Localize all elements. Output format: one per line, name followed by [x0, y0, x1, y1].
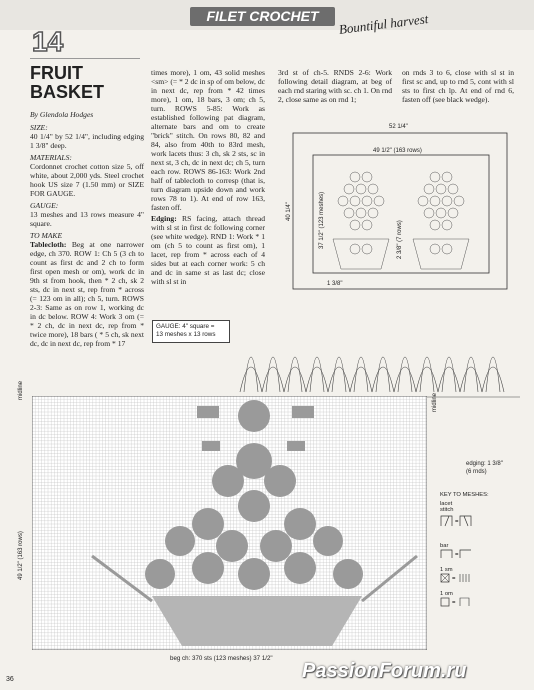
title-line-1: FRUIT: [30, 63, 83, 83]
fruit-motif: [238, 490, 270, 522]
key-sm: [440, 567, 530, 585]
tablecloth-label: Tablecloth:: [30, 240, 67, 249]
gauge-box: [152, 320, 230, 343]
leaf-motif: [292, 406, 314, 418]
key-lacet: [440, 501, 530, 529]
gauge-heading: GAUGE:: [30, 201, 59, 210]
gauge-line-1: GAUGE: 4" square =: [156, 323, 215, 330]
fruit-motif: [145, 559, 175, 589]
bar-symbol-icon: [440, 549, 480, 559]
svg-text:=: =: [452, 600, 456, 606]
filet-chart: [32, 396, 427, 650]
top-dimension: 52 1/4": [389, 124, 408, 130]
section-subtitle: Bountiful harvest: [338, 11, 430, 37]
key-lacet-label-1: lacet: [440, 501, 453, 507]
rows-text: times more), 1 om, 43 solid meshes <sm> (= * 2 dc in sp of om below, dc in next dc, rep from * 42 times more), 1 om, 18 bars, 3 om; ch 5, turn. ROWS 5-85: Work as established following pat diagram, alternate bars and om to create "brick" stitch. On rows 80, 82 and 84, also from 40th to 83rd mesh, work lacets thus: 3 ch, sk 2 sts, sc in next st, 3 ch, dc in next dc; ch 5, turn each row. ROWS 86-163: Work 2nd half of tablecloth to corresp (that is, turn diagram upside down and work rows 78 to 1). At end of row 163, fasten off.: [151, 68, 265, 212]
gauge-line-2: 13 meshes x 13 rows: [156, 331, 216, 338]
edging-text: RS facing, attach thread with sl st in first dc following corner (see white wedge). RND 1: Work * 1 om (ch 5 to count as first om), 1 lacet, rep from * across each of 4 sides but at each corner work: 5 ch and dc in same st as last dc; close with sl st in: [151, 214, 265, 286]
open-mesh-symbol-icon: [440, 597, 480, 607]
midline-label-left: midline: [18, 380, 24, 400]
edging-label-line-1: edging: 1 3/8": [466, 461, 503, 467]
key-om: [440, 591, 530, 609]
instructions-column-3: 3rd st of ch-5. RNDS 2-6: Work following detail diagram, at beg of each rnd staring with sc. ch 1. On rnd 2, close same as on rnd 1;: [278, 68, 392, 104]
fruit-motif: [165, 526, 195, 556]
header-rule: [30, 58, 140, 59]
fruit-motif: [192, 552, 224, 584]
section-tab: FILET CROCHET: [190, 7, 335, 26]
size-text: 40 1/4" by 52 1/4", including edging 1 3/8" deep.: [30, 132, 144, 150]
edging-label: [466, 460, 503, 476]
svg-text:=: =: [455, 552, 459, 558]
outer-border: [293, 133, 507, 289]
fruit-motif: [260, 530, 292, 562]
pattern-title: [30, 64, 104, 102]
gauge-text: 13 meshes and 13 rows measure 4" square.: [30, 210, 144, 228]
pattern-number: 14: [32, 26, 64, 57]
key-sm-label: 1 sm: [440, 567, 453, 573]
fruit-motif: [284, 552, 316, 584]
watermark: PassionForum.ru: [302, 660, 467, 682]
key-bar: [440, 543, 530, 561]
inner-dimension: 49 1/2" (163 rows): [373, 148, 422, 154]
size-heading: SIZE:: [30, 123, 48, 132]
materials-text: Cordonnet crochet cotton size 5, off white, about 2,000 yds. Steel crochet hook US size 7 (1.50 mm) or SIZE FOR GAUGE.: [30, 162, 144, 198]
leaf-motif: [287, 441, 305, 451]
leaf-motif: [202, 441, 220, 451]
title-line-2: BASKET: [30, 82, 105, 102]
basket-motif: [152, 596, 362, 646]
key-om-label: 1 om: [440, 591, 453, 597]
key-lacet-label-2: stitch: [440, 507, 454, 513]
instructions-column-4: on rnds 3 to 6, close with sl st in first sc and, up to rnd 5, cont with sl sts to first ch lp. At end of rnd 6, fasten off (see black wedge).: [402, 68, 514, 104]
key-bar-label: bar: [440, 543, 449, 549]
to-make-heading: TO MAKE: [30, 231, 63, 240]
fruit-motif: [264, 465, 296, 497]
rows-label: 49 1/2" (163 rows): [18, 531, 24, 580]
lace-loops: [230, 357, 520, 397]
fruit-motif: [333, 559, 363, 589]
fruit-motif: [212, 465, 244, 497]
edging-label: Edging:: [151, 214, 177, 223]
page-number: 36: [6, 676, 14, 683]
edging-detail-diagram: [230, 302, 520, 402]
solid-mesh-symbol-icon: [440, 573, 480, 583]
instructions-column-1: [30, 110, 144, 348]
right-dimension: 2 3/8" (7 rows): [397, 220, 403, 259]
left-dimension: 40 1/4": [286, 202, 292, 221]
materials-heading: MATERIALS:: [30, 153, 72, 162]
instructions-column-2: [151, 68, 265, 286]
fruit-motif: [192, 508, 224, 540]
fruit-motif: [313, 526, 343, 556]
fruit-motif: [238, 558, 270, 590]
edging-label-line-2: (6 rnds): [466, 469, 487, 475]
tablecloth-text: Beg at one narrower edge, ch 370. ROW 1: Ch 5 (3 ch to count as first dc and 2 ch to form first open mesh or om), work dc in 9th st from hook, then * 2 ch, sk 2 sts, dc in next st, rep from * across (= 123 om in all); ch 5, turn. ROWS 2-3: Same as on row 1, working dc in dc below. ROW 4: Work 3 om (= * 2 ch, dc in next dc, rep from * twice more), 18 bars ( * 5 ch, sk next dc, dc in next dc, rep from * 17: [30, 240, 144, 348]
fruit-motif: [216, 530, 248, 562]
fruit-motif: [238, 400, 270, 432]
key-title: KEY TO MESHES:: [440, 492, 489, 498]
midline-label-right: midline: [432, 392, 438, 412]
lacet-symbol-icon: [440, 514, 480, 528]
svg-text:=: =: [452, 576, 456, 582]
fruit-motif: [284, 508, 316, 540]
left-inner-dimension: 37 1/2" (123 meshes): [319, 191, 325, 249]
mesh-key: [440, 492, 530, 632]
bottom-dimension: 1 3/8": [327, 281, 343, 287]
author: By Glendola Hodges: [30, 110, 94, 119]
svg-text:=: =: [455, 519, 459, 525]
layout-diagram: [285, 119, 515, 299]
leaf-motif: [197, 406, 219, 418]
beginning-chain-label: beg ch: 370 sts (123 meshes) 37 1/2": [170, 655, 273, 662]
